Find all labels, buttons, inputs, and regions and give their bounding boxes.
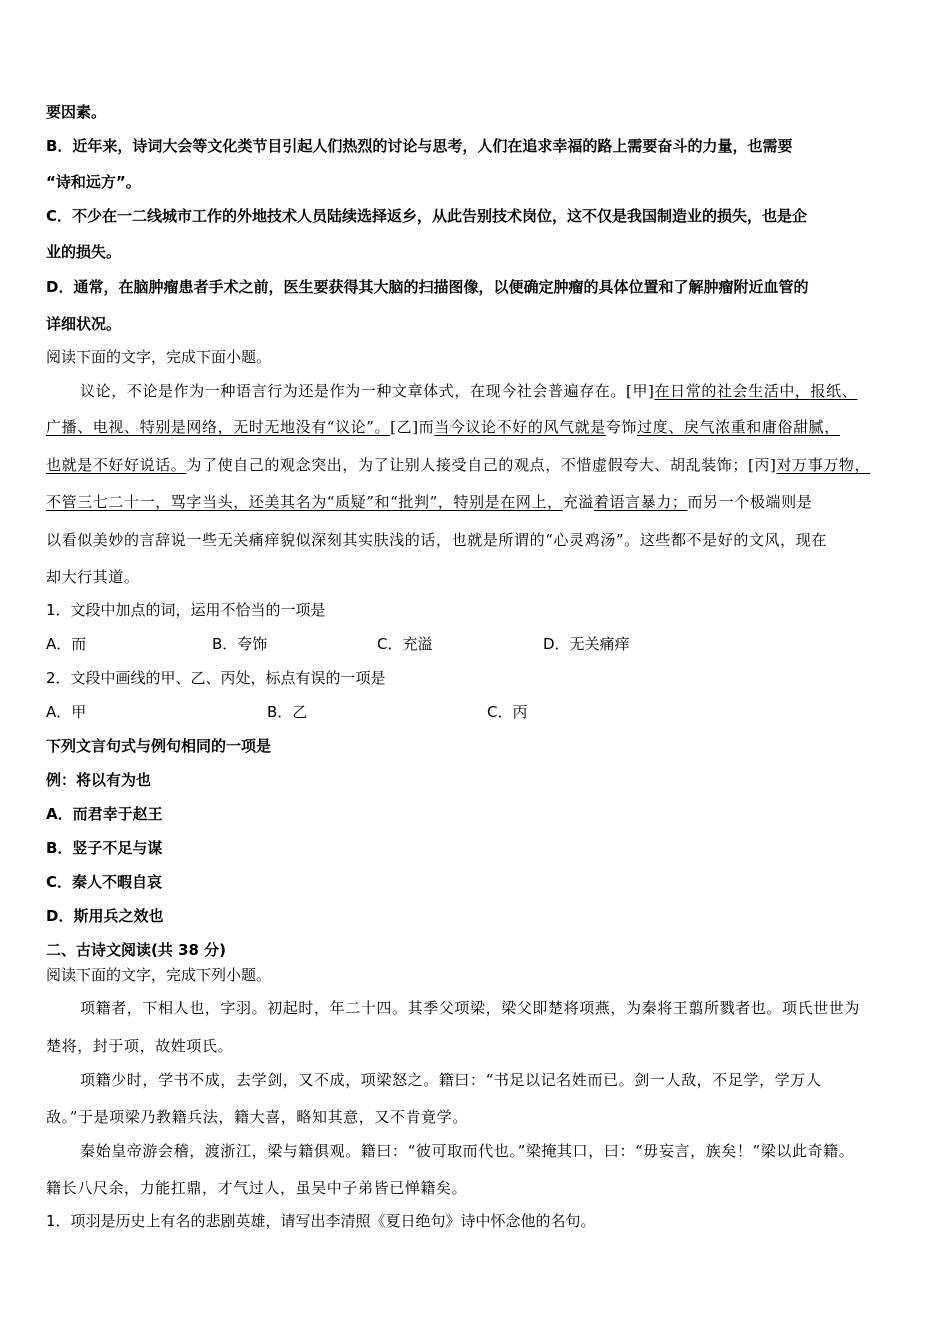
dotted-word-kuashi: 夸饰 — [605, 418, 638, 436]
q1-option-a: A．而 — [46, 635, 87, 653]
q2-option-a: A．甲 — [46, 703, 87, 721]
option-c-line2: 业的损失。 — [46, 243, 122, 261]
passage1-line4 — [46, 492, 812, 512]
q2-stem: 2．文段中画线的甲、乙、丙处，标点有误的一项是 — [46, 669, 386, 687]
q3-stem: 下列文言句式与例句相同的一项是 — [46, 737, 272, 755]
passage2-p2-line1: 项籍少时，学书不成，去学剑，又不成，项梁怒之。籍曰：“书足以记名姓而已。剑一人敌，不足学，学万人 — [80, 1071, 822, 1089]
underlined-yi: 也就是不好好说话。 — [46, 456, 187, 474]
q4-stem: 1．项羽是历史上有名的悲剧英雄，请写出李清照《夏日绝句》诗中怀念他的名句。 — [46, 1212, 596, 1230]
option-d-line1: D．通常，在脑肿瘤患者手术之前，医生要获得其大脑的扫描图像，以便确定肿瘤的具体位置和了解肿瘤附近血管的 — [46, 278, 809, 296]
passage2-p2-line2: 敌。”于是项梁乃教籍兵法，籍大喜，略知其意，又不肯竟学。 — [46, 1108, 468, 1126]
q2-option-b: B．乙 — [267, 703, 308, 721]
passage1-line3 — [46, 455, 870, 475]
passage2-p1-line1: 项籍者，下相人也，字羽。初起时，年二十四。其季父项梁，梁父即楚将项燕，为秦将王翦所戮者也。项氏世世为 — [80, 999, 861, 1017]
passage1-text: [乙]而 — [390, 418, 435, 436]
section-heading: 二、古诗文阅读(共 38 分) — [46, 941, 227, 959]
q1-option-c: C．充溢 — [377, 635, 433, 653]
underlined-jia: 在日常的社会生活中，报纸、 — [654, 382, 858, 400]
passage1-text: 而另一个极端则是 — [687, 493, 813, 511]
option-c-line1: C．不少在一二线城市工作的外地技术人员陆续选择返乡，从此告别技术岗位，这不仅是我国制造业的损失，也是企 — [46, 207, 808, 225]
passage1-line2 — [46, 417, 840, 437]
passage1-text: 议论，不论是作为一种语言行为还是作为一种文章体式，在现今社会普遍存在。[甲] — [80, 382, 655, 400]
q3-example: 例：将以有为也 — [46, 771, 152, 789]
q3-option-c: C．秦人不暇自哀 — [46, 873, 163, 891]
q1-option-d: D．无关痛痒 — [543, 635, 630, 653]
passage1-text: 为了使自己的观念突出，为了让别人接受自己的观点，不惜虚假夸大、胡乱装饰；[丙] — [186, 456, 777, 474]
passage2-p3-line1: 秦始皇帝游会稽，渡浙江，梁与籍俱观。籍曰：“彼可取而代也。”梁掩其口，曰：“毋妄言，族矣！”梁以此奇籍。 — [80, 1142, 855, 1160]
underlined-yi: 当今议论不好的风气就是 — [434, 418, 606, 436]
passage1-line1 — [80, 381, 857, 401]
q1-option-b: B．夸饰 — [212, 635, 268, 653]
dotted-word-chongyi: 充溢 — [562, 493, 594, 511]
passage2-p1-line2: 楚将，封于项，故姓项氏。 — [46, 1037, 234, 1055]
option-continuation: 要因素。 — [46, 103, 107, 121]
underlined-bing: 不管三七二十一，骂字当头，还美其名为“质疑”和“批判”，特别是在网上， — [46, 493, 563, 511]
q3-option-d: D．斯用兵之效也 — [46, 907, 164, 925]
q1-stem: 1．文段中加点的词，运用不恰当的一项是 — [46, 601, 326, 619]
underlined-bing: 对万事万物， — [776, 456, 871, 474]
option-b-line1: B．近年来，诗词大会等文化类节目引起人们热烈的讨论与思考，人们在追求幸福的路上需要奋斗的力量，也需要 — [46, 137, 793, 155]
passage1-line5: 以看似美妙的言辞说一些无关痛痒貌似深刻其实肤浅的话，也就是所谓的“心灵鸡汤”。这些都不是好的文风，现在 — [46, 531, 827, 549]
q2-option-c: C．丙 — [487, 703, 528, 721]
passage1-intro: 阅读下面的文字，完成下面小题。 — [46, 348, 272, 366]
underlined-bing: 着语言暴力； — [593, 493, 688, 511]
q3-option-a: A．而君幸于赵王 — [46, 805, 163, 823]
underlined-yi: 过度、戾气浓重和庸俗甜腻， — [637, 418, 840, 436]
option-b-line2: “诗和远方”。 — [46, 173, 141, 191]
q3-option-b: B．竖子不足与谋 — [46, 839, 163, 857]
passage1-line6: 却大行其道。 — [46, 568, 140, 586]
passage2-p3-line2: 籍长八尺余，力能扛鼎，才气过人，虽吴中子弟皆已惮籍矣。 — [46, 1179, 468, 1197]
underlined-jia: 广播、电视、特别是网络，无时无地没有“议论”。 — [46, 418, 391, 436]
passage2-intro: 阅读下面的文字，完成下列小题。 — [46, 966, 272, 984]
option-d-line2: 详细状况。 — [46, 315, 122, 333]
